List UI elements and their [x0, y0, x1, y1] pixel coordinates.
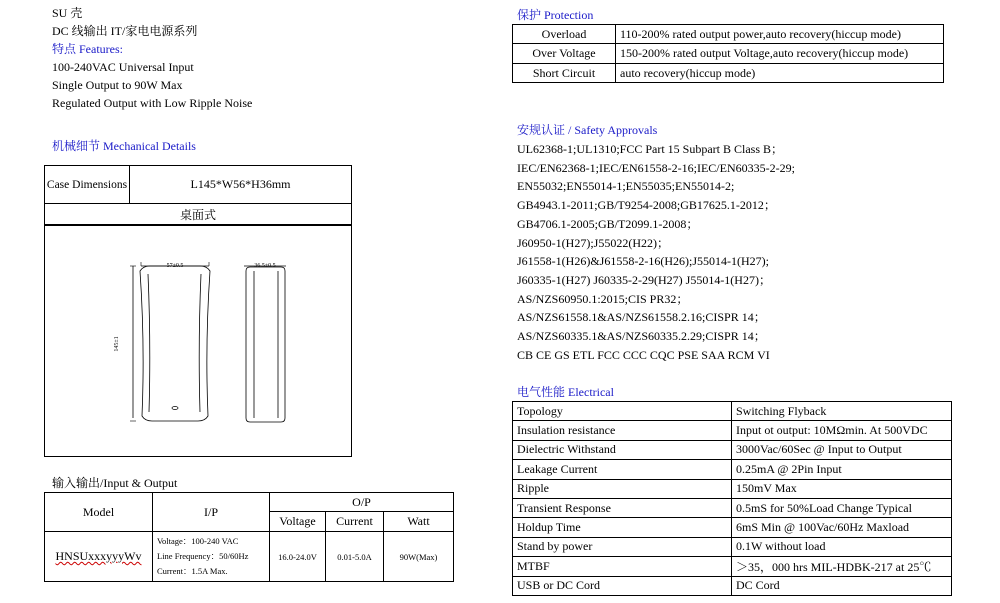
protection-value: auto recovery(hiccup mode)	[616, 64, 944, 83]
protection-label: Over Voltage	[513, 44, 616, 64]
electrical-table	[512, 401, 952, 596]
safety-list	[517, 140, 795, 364]
io-current-value: 0.01-5.0A	[326, 532, 384, 582]
electrical-value: 6mS Min @ 100Vac/60Hz Maxload	[732, 518, 952, 537]
electrical-value: DC Cord	[732, 576, 952, 595]
protection-value: 150-200% rated output Voltage,auto recovery(hiccup mode)	[616, 44, 944, 64]
electrical-label: Insulation resistance	[513, 421, 732, 440]
safety-line: GB4943.1-2011;GB/T9254-2008;GB17625.1-2012；	[517, 198, 776, 213]
feature-item: Regulated Output with Low Ripple Noise	[52, 96, 253, 110]
safety-heading: 安规认证 / Safety Approvals	[517, 123, 658, 137]
protection-value: 110-200% rated output power,auto recovery(hiccup mode)	[616, 25, 944, 44]
electrical-label: Holdup Time	[513, 518, 732, 537]
dim-length-label: 145±1	[114, 336, 120, 352]
mechanical-table	[44, 165, 352, 225]
electrical-label: USB or DC Cord	[513, 576, 732, 595]
product-series: DC 线输出 IT/家电电源系列	[52, 24, 198, 38]
safety-line: AS/NZS60335.1&AS/NZS60335.2.29;CISPR 14；	[517, 329, 766, 344]
io-model-cell	[45, 532, 153, 582]
safety-line: AS/NZS60950.1:2015;CIS PR32；	[517, 291, 689, 306]
electrical-label: MTBF	[513, 557, 732, 576]
io-voltage-value: 16.0-24.0V	[270, 532, 326, 582]
mechanical-heading: 机械细节 Mechanical Details	[52, 139, 196, 153]
header-block	[52, 4, 252, 112]
case-outline-drawing	[45, 226, 351, 456]
electrical-value: 150mV Max	[732, 479, 952, 498]
io-ip-voltage: Voltage：100-240 VAC	[157, 536, 239, 546]
electrical-value: ＞35，000 hrs MIL-HDBK-217 at 25℃	[732, 557, 952, 576]
io-ip-cell	[153, 532, 270, 582]
protection-table	[512, 24, 944, 83]
electrical-label: Leakage Current	[513, 460, 732, 479]
case-dimensions-value: L145*W56*H36mm	[130, 166, 352, 204]
safety-line: GB4706.1-2005;GB/T2099.1-2008；	[517, 216, 699, 231]
safety-line: UL62368-1;UL1310;FCC Part 15 Subpart B Class B；	[517, 142, 784, 156]
dim-depth-label: 36.5±0.5	[254, 263, 276, 269]
dim-width-label: 57±0.5	[166, 263, 184, 269]
features-heading: 特点 Features:	[52, 42, 123, 56]
io-header-voltage: Voltage	[270, 512, 326, 532]
io-watt-value: 90W(Max)	[384, 532, 454, 582]
protection-label: Overload	[513, 25, 616, 44]
safety-line: EN55032;EN55014-1;EN55035;EN55014-2;	[517, 179, 735, 194]
safety-line: J61558-1(H26)&J61558-2-16(H26);J55014-1(H27);	[517, 254, 769, 269]
safety-line: AS/NZS61558.1&AS/NZS61558.2.16;CISPR 14；	[517, 310, 766, 325]
safety-line: J60950-1(H27);J55022(H22)；	[517, 235, 669, 250]
mechanical-drawing	[44, 225, 352, 457]
electrical-value: 3000Vac/60Sec @ Input to Output	[732, 440, 952, 459]
electrical-label: Ripple	[513, 479, 732, 498]
electrical-label: Topology	[513, 402, 732, 421]
mount-type-label: 桌面式	[45, 204, 352, 225]
io-table	[44, 492, 454, 582]
io-model: HNSUxxxyyyWv	[55, 549, 142, 563]
product-title: SU 壳	[52, 6, 83, 20]
electrical-value: Switching Flyback	[732, 402, 952, 421]
electrical-value: 0.5mS for 50%Load Change Typical	[732, 498, 952, 517]
case-dimensions-label: Case Dimensions	[45, 166, 130, 204]
electrical-value: 0.25mA @ 2Pin Input	[732, 460, 952, 479]
io-header-ip: I/P	[153, 493, 270, 532]
io-ip-frequency: Line Frequency：50/60Hz	[157, 551, 249, 561]
electrical-label: Dielectric Withstand	[513, 440, 732, 459]
io-ip-current: Current：1.5A Max.	[157, 566, 228, 576]
protection-heading: 保护 Protection	[517, 8, 594, 22]
feature-item: 100-240VAC Universal Input	[52, 60, 194, 74]
io-header-current: Current	[326, 512, 384, 532]
safety-line: IEC/EN62368-1;IEC/EN61558-2-16;IEC/EN60335-2-29;	[517, 160, 795, 175]
io-header-watt: Watt	[384, 512, 454, 532]
io-heading: 输入输出/Input & Output	[52, 476, 178, 490]
protection-label: Short Circuit	[513, 64, 616, 83]
electrical-label: Transient Response	[513, 498, 732, 517]
feature-item: Single Output to 90W Max	[52, 78, 183, 92]
electrical-value: 0.1W without load	[732, 537, 952, 556]
io-header-model: Model	[45, 493, 153, 532]
electrical-value: Input ot output: 10MΩmin. At 500VDC	[732, 421, 952, 440]
io-header-op: O/P	[270, 493, 454, 512]
electrical-label: Stand by power	[513, 537, 732, 556]
safety-line: J60335-1(H27) J60335-2-29(H27) J55014-1(H27)；	[517, 272, 771, 287]
electrical-heading: 电气性能 Electrical	[517, 385, 614, 399]
safety-line: CB CE GS ETL FCC CCC CQC PSE SAA RCM VI	[517, 347, 770, 362]
